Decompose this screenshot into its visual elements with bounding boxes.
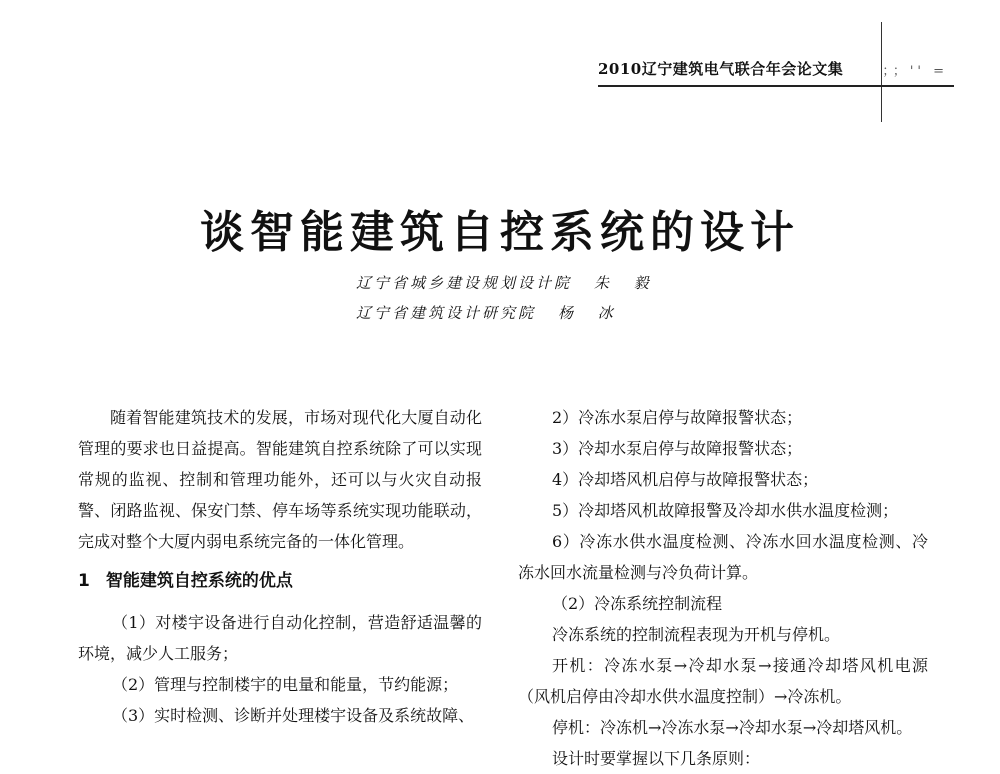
- right-column: [518, 402, 928, 774]
- list-item: 6）冷冻水供水温度检测、冷冻水回水温度检测、冷冻水回水流量检测与冷负荷计算。: [518, 532, 928, 582]
- paragraph: 停机：冷冻机→冷冻水泵→冷却水泵→冷却塔风机。: [552, 718, 913, 737]
- list-item: 2）冷冻水泵启停与故障报警状态；: [552, 408, 803, 427]
- left-column: [78, 402, 482, 731]
- list-item: （3）实时检测、诊断并处理楼宇设备及系统故障、: [112, 706, 475, 725]
- list-item: （2）冷冻系统控制流程: [552, 594, 723, 613]
- list-item: 4）冷却塔风机启停与故障报警状态；: [552, 470, 819, 489]
- author-name: 杨 冰: [558, 304, 623, 322]
- list-item: 5）冷却塔风机故障报警及冷却水供水温度检测；: [552, 501, 899, 520]
- header-marks: ；；'' =: [882, 64, 948, 79]
- list-item: （2）管理与控制楼宇的电量和能量，节约能源；: [112, 675, 459, 694]
- list-item: （1）对楼宇设备进行自动化控制，营造舒适温馨的环境，减少人工服务；: [78, 613, 482, 663]
- author-affiliation: 辽宁省城乡建设规划设计院: [356, 274, 573, 292]
- section-title: 智能建筑自控系统的优点: [105, 571, 293, 591]
- author-line-1: [356, 272, 659, 293]
- author-name: 朱 毅: [594, 274, 659, 292]
- paragraph: 开机：冷冻水泵→冷却水泵→接通冷却塔风机电源（风机启停由冷却水供水温度控制）→冷冻机。: [518, 656, 928, 706]
- paragraph: 设计时要掌握以下几条原则：: [552, 749, 761, 768]
- list-item: 3）冷却水泵启停与故障报警状态；: [552, 439, 803, 458]
- intro-paragraph: 随着智能建筑技术的发展，市场对现代化大厦自动化管理的要求也日益提高。智能建筑自控系统除了可以实现常规的监视、控制和管理功能外，还可以与火灾自动报警、闭路监视、保安门禁、停车场等系统实现功能联动，完成对整个大厦内弱电系统完备的一体化管理。: [78, 408, 482, 551]
- author-affiliation: 辽宁省建筑设计研究院: [356, 304, 537, 322]
- paper-title: 谈智能建筑自控系统的设计: [200, 207, 800, 258]
- author-line-2: [356, 302, 623, 323]
- running-header: [598, 58, 954, 87]
- journal-name: 2010辽宁建筑电气联合年会论文集: [598, 60, 844, 78]
- section-number: 1: [78, 571, 90, 591]
- subsection-heading: 冷冻系统的控制流程表现为开机与停机。: [552, 625, 841, 644]
- section-heading: [78, 563, 482, 599]
